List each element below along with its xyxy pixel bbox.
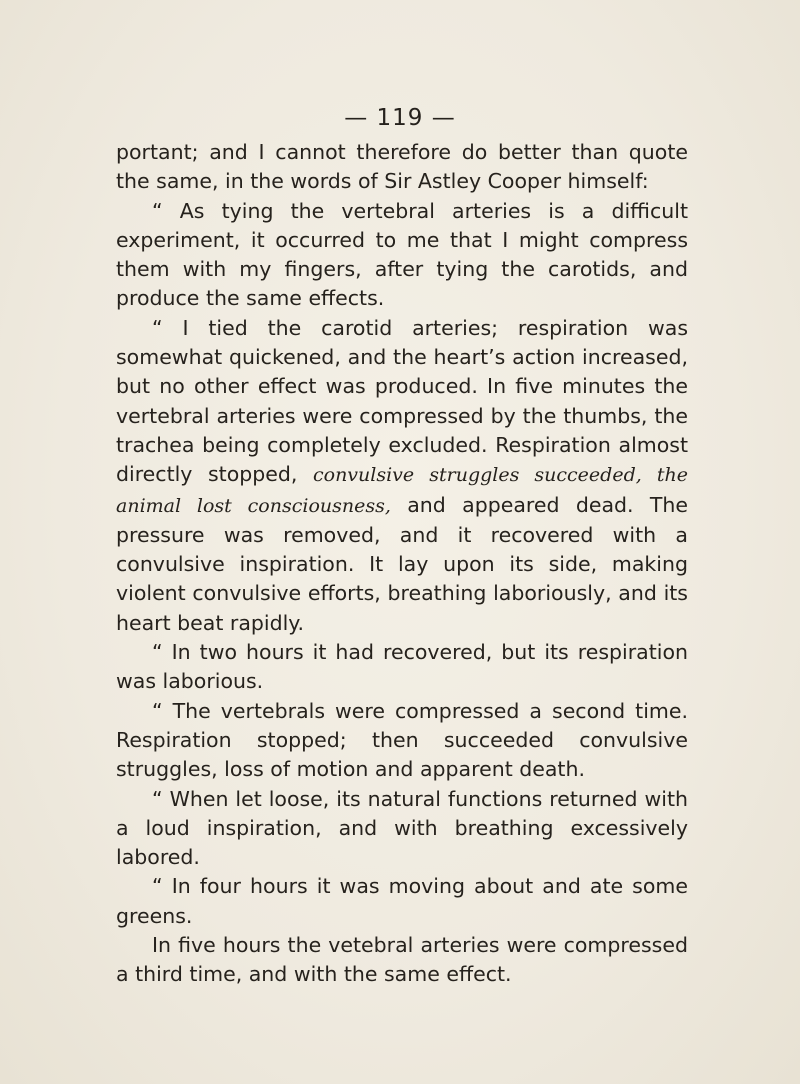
- body-text: [116, 138, 688, 990]
- page-number: — 119 —: [344, 105, 456, 131]
- paragraph-3: [116, 314, 688, 638]
- paragraph-6: “ When let loose, its natural functions returned with a loud inspiration, and with breathing excessively labored.: [116, 786, 688, 870]
- paragraph-3-after: and appeared dead. The pressure was removed, and it recovered with a convulsive inspiration. It lay upon its side, making violent convulsive efforts, breathing laboriously, and its heart beat rapidly.: [116, 492, 688, 635]
- paragraph-3-italic: convulsive struggles succeeded, the animal lost consciousness,: [116, 464, 688, 517]
- paragraph-5: “ The vertebrals were compressed a second time. Respiration stopped; then succeeded convulsive struggles, loss of motion and apparent death.: [116, 698, 688, 782]
- paragraph-1: portant; and I cannot therefore do better than quote the same, in the words of Sir Astley Cooper himself:: [116, 140, 688, 194]
- paragraph-7: “ In four hours it was moving about and ate some greens.: [116, 874, 688, 928]
- paragraph-3-before: “ I tied the carotid arteries; respiration was somewhat quickened, and the heart’s action increased, but no other effect was produced. In five minutes the vertebral arteries were compressed by the thumbs, the trachea being completely excluded. Respiration almost directly stopped,: [116, 315, 688, 487]
- paragraph-4: “ In two hours it had recovered, but its respiration was laborious.: [116, 640, 688, 694]
- paragraph-8: In five hours the vetebral arteries were compressed a third time, and with the same effect.: [116, 933, 688, 987]
- paragraph-2: “ As tying the vertebral arteries is a difficult experiment, it occurred to me that I might compress them with my fingers, after tying the carotids, and produce the same effects.: [116, 198, 688, 311]
